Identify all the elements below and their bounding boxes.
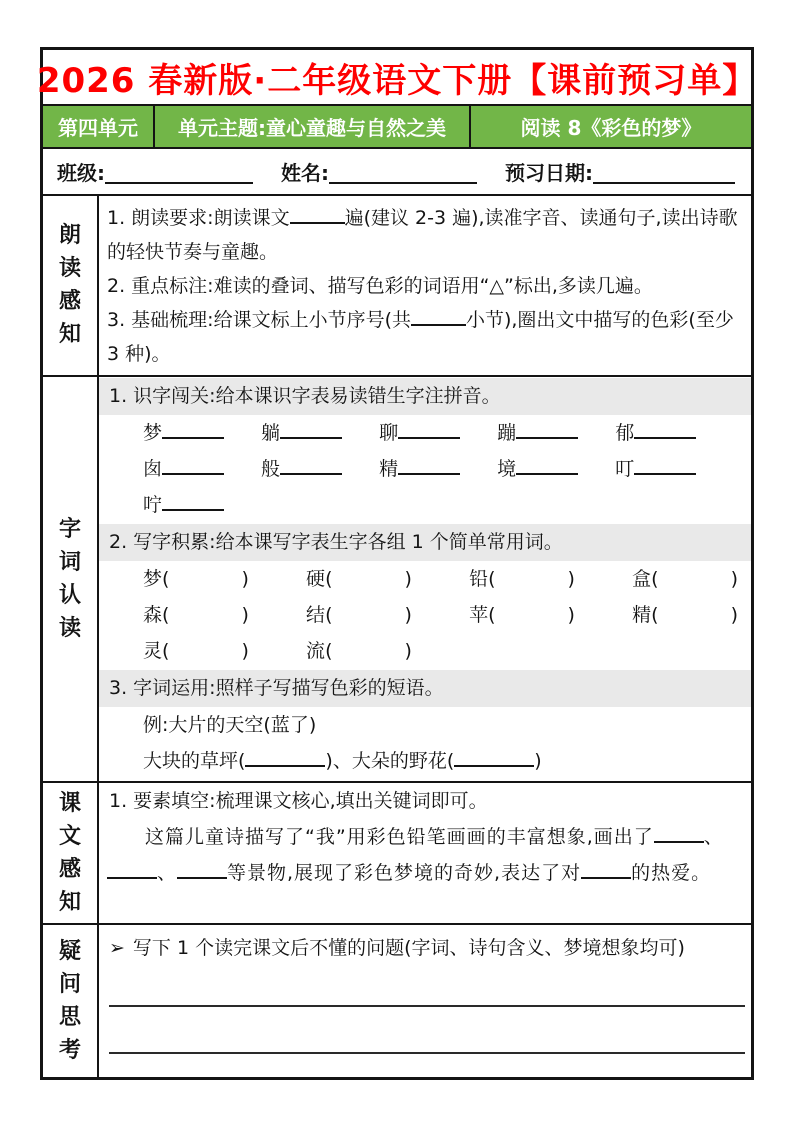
fill-blank xyxy=(107,873,157,879)
character: 结 xyxy=(306,604,326,626)
label-char: 读 xyxy=(58,615,81,641)
word-item xyxy=(306,597,463,633)
usage-example: 例:大片的天空(蓝了) xyxy=(143,714,317,736)
section-comprehension xyxy=(43,781,751,923)
word-item xyxy=(469,597,626,633)
date-label: 预习日期: xyxy=(505,161,593,185)
section-reading xyxy=(43,194,751,375)
fill-blank xyxy=(634,469,696,475)
word-item xyxy=(306,633,463,669)
fill-blank xyxy=(496,617,568,621)
label-char: 词 xyxy=(58,549,81,575)
fill-blank xyxy=(581,873,631,879)
pinyin-item xyxy=(143,487,255,523)
subtask-header-pinyin: 1. 识字闯关:给本课识字表易读错生字注拼音。 xyxy=(99,378,751,415)
word-item xyxy=(632,561,751,597)
fill-blank xyxy=(280,469,342,475)
section-content-reading xyxy=(99,196,751,375)
fill-blank xyxy=(162,433,224,439)
section-content-comprehension xyxy=(99,783,751,923)
word-row xyxy=(99,633,751,669)
paren: ) xyxy=(404,640,412,662)
character: 铅 xyxy=(469,568,489,590)
unit-bar xyxy=(43,106,751,149)
comprehension-header: 1. 要素填空:梳理课文核心,填出关键词即可。 xyxy=(109,790,488,812)
section-label-words xyxy=(43,377,99,781)
unit-theme-cell: 单元主题:童心童趣与自然之美 xyxy=(155,106,471,147)
word-item xyxy=(143,597,300,633)
label-char: 疑 xyxy=(58,938,81,964)
label-char: 朗 xyxy=(58,223,81,248)
pinyin-item xyxy=(379,451,491,487)
paren: ( xyxy=(325,640,333,662)
word-item xyxy=(143,561,300,597)
fill-blank xyxy=(245,761,325,767)
word-item xyxy=(306,561,463,597)
paren: ) xyxy=(404,568,412,590)
character: 硬 xyxy=(306,568,326,590)
paren: ) xyxy=(730,568,738,590)
name-label: 姓名: xyxy=(281,161,329,185)
fill-blank xyxy=(454,761,534,767)
paren: ( xyxy=(488,604,496,626)
label-char: 思 xyxy=(58,1004,81,1030)
paren: ( xyxy=(162,640,170,662)
section-label-questions xyxy=(43,925,99,1077)
comp-text: 这篇儿童诗描写了“我”用彩色铅笔画画的丰富想象,画出了 xyxy=(145,826,654,848)
character: 森 xyxy=(143,604,163,626)
word-item xyxy=(632,597,751,633)
usage-exercise xyxy=(99,743,751,779)
date-blank-line xyxy=(593,178,735,184)
class-group xyxy=(57,157,253,186)
section-label-reading xyxy=(43,196,99,375)
student-info-row xyxy=(43,149,751,194)
class-label: 班级: xyxy=(57,161,105,185)
fill-blank xyxy=(169,653,241,657)
section-questions xyxy=(43,923,751,1077)
character: 叮 xyxy=(615,458,635,480)
label-char: 知 xyxy=(58,889,81,915)
label-char: 考 xyxy=(58,1037,81,1063)
fill-blank xyxy=(516,469,578,475)
paren: ) xyxy=(241,640,249,662)
fill-blank xyxy=(654,837,704,843)
word-item xyxy=(143,633,300,669)
pinyin-row xyxy=(99,487,751,523)
fill-blank xyxy=(290,218,345,224)
comp-text: 的热爱。 xyxy=(631,862,712,884)
pinyin-item xyxy=(497,415,609,451)
pinyin-item xyxy=(615,415,727,451)
fill-blank xyxy=(659,617,731,621)
reading-item-1-text: 1. 朗读要求:朗读课文 xyxy=(107,207,290,229)
paren: ) xyxy=(567,568,575,590)
pinyin-item xyxy=(497,451,609,487)
character: 精 xyxy=(632,604,652,626)
subtask-header-write: 2. 写字积累:给本课写字表生字各组 1 个简单常用词。 xyxy=(99,524,751,561)
paren: ( xyxy=(162,568,170,590)
character: 灵 xyxy=(143,640,163,662)
label-char: 感 xyxy=(58,289,81,314)
name-group xyxy=(281,157,477,186)
fill-blank xyxy=(162,469,224,475)
word-row xyxy=(99,561,751,597)
label-char: 感 xyxy=(58,856,81,882)
fill-blank xyxy=(169,581,241,585)
reading-item-3-text: 小节),圈出文中描写的色彩(至少 3 种)。 xyxy=(107,309,734,365)
fill-blank xyxy=(659,581,731,585)
pinyin-item xyxy=(143,451,255,487)
word-row xyxy=(99,597,751,633)
character: 梦 xyxy=(143,568,163,590)
pinyin-item xyxy=(143,415,255,451)
paren: ( xyxy=(651,604,659,626)
name-blank-line xyxy=(329,178,477,184)
pinyin-item xyxy=(379,415,491,451)
section-words xyxy=(43,375,751,781)
character: 精 xyxy=(379,458,399,480)
fill-blank xyxy=(332,653,404,657)
pinyin-row xyxy=(99,451,751,487)
class-blank-line xyxy=(105,178,253,184)
section-content-words xyxy=(99,377,751,781)
pinyin-item xyxy=(261,451,373,487)
label-char: 认 xyxy=(58,582,81,608)
label-char: 知 xyxy=(58,322,81,347)
usage-text: 大块的草坪( xyxy=(143,750,246,772)
reading-item-1-text: 遍(建议 2-3 遍),读准字音、读通句子,读出诗歌的轻快节奏与童趣。 xyxy=(107,207,738,263)
arrow-bullet-icon: ➢ xyxy=(109,937,125,959)
reading-item-3 xyxy=(107,303,741,371)
character: 般 xyxy=(261,458,281,480)
paren: ( xyxy=(325,568,333,590)
pinyin-item xyxy=(261,415,373,451)
worksheet-table xyxy=(36,47,758,1080)
reading-item-2: 2. 重点标注:难读的叠词、描写色彩的词语用“△”标出,多读几遍。 xyxy=(107,275,653,297)
character: 流 xyxy=(306,640,326,662)
unit-number-cell: 第四单元 xyxy=(43,106,155,147)
label-char: 课 xyxy=(58,790,81,816)
section-label-comprehension xyxy=(43,783,99,923)
fill-blank xyxy=(169,617,241,621)
page-title: 2026 春新版·二年级语文下册【课前预习单】 xyxy=(43,50,751,106)
pinyin-row xyxy=(99,415,751,451)
character: 郁 xyxy=(615,422,635,444)
pinyin-item xyxy=(615,451,727,487)
reading-item-1 xyxy=(107,201,741,269)
fill-blank xyxy=(634,433,696,439)
character: 梦 xyxy=(143,422,163,444)
paren: ) xyxy=(241,604,249,626)
word-item xyxy=(469,561,626,597)
fill-blank xyxy=(516,433,578,439)
usage-text: ) xyxy=(534,750,542,772)
character: 躺 xyxy=(261,422,281,444)
character: 聊 xyxy=(379,422,399,444)
paren: ) xyxy=(730,604,738,626)
label-char: 字 xyxy=(58,516,81,542)
fill-blank xyxy=(162,505,224,511)
paren: ( xyxy=(162,604,170,626)
character: 境 xyxy=(497,458,517,480)
character: 盒 xyxy=(632,568,652,590)
usage-text: )、大朵的野花( xyxy=(325,750,455,772)
subtask-header-usage: 3. 字词运用:照样子写描写色彩的短语。 xyxy=(99,670,751,707)
fill-blank xyxy=(280,433,342,439)
section-content-questions xyxy=(99,925,751,1077)
paren: ( xyxy=(488,568,496,590)
label-char: 读 xyxy=(58,256,81,281)
label-char: 问 xyxy=(58,971,81,997)
character: 蹦 xyxy=(497,422,517,444)
fill-blank xyxy=(332,581,404,585)
paren: ) xyxy=(404,604,412,626)
paren: ) xyxy=(567,604,575,626)
paren: ( xyxy=(325,604,333,626)
comp-text: 等景物,展现了彩色梦境的奇妙,表达了对 xyxy=(227,862,582,884)
question-prompt xyxy=(99,929,751,966)
comprehension-body xyxy=(99,819,751,891)
lesson-title-cell: 阅读 8《彩色的梦》 xyxy=(520,116,702,140)
reading-item-3-text: 3. 基础梳理:给课文标上小节序号(共 xyxy=(107,309,411,331)
character: 咛 xyxy=(143,494,163,516)
fill-blank xyxy=(398,469,460,475)
date-group xyxy=(505,157,735,186)
fill-blank xyxy=(177,873,227,879)
paren: ) xyxy=(241,568,249,590)
answer-line xyxy=(109,966,745,1007)
character: 苹 xyxy=(469,604,489,626)
paren: ( xyxy=(651,568,659,590)
character: 囱 xyxy=(143,458,163,480)
answer-line xyxy=(109,1007,745,1054)
fill-blank xyxy=(411,320,466,326)
separator: 、 xyxy=(703,826,724,848)
question-prompt-text: 写下 1 个读完课文后不懂的问题(字词、诗句含义、梦境想象均可) xyxy=(132,937,685,959)
fill-blank xyxy=(496,581,568,585)
fill-blank xyxy=(398,433,460,439)
separator: 、 xyxy=(157,862,178,884)
label-char: 文 xyxy=(58,823,81,849)
fill-blank xyxy=(332,617,404,621)
